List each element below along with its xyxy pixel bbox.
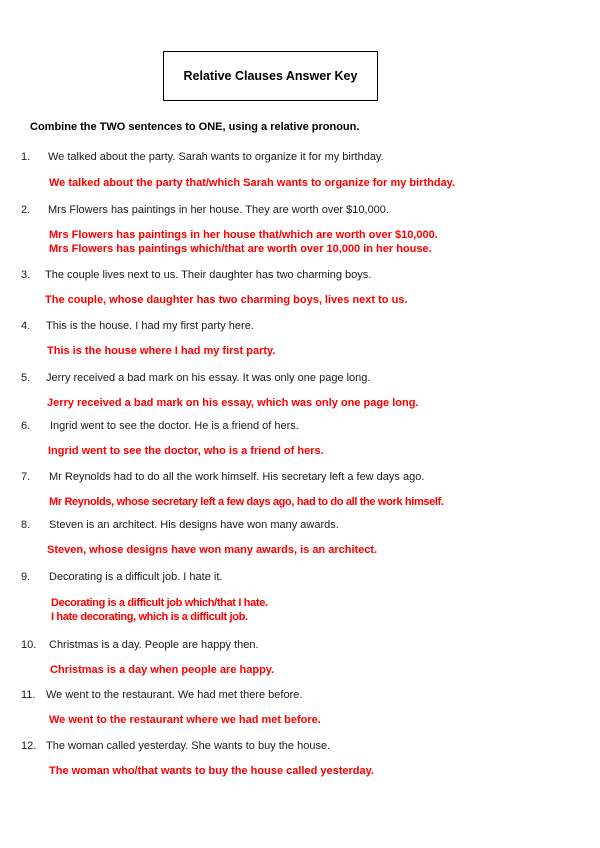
question-text: Ingrid went to see the doctor. He is a friend of hers. [50, 420, 299, 432]
answer-text: Mr Reynolds, whose secretary left a few days ago, had to do all the work himself. [49, 496, 444, 508]
answer-text: Jerry received a bad mark on his essay, which was only one page long. [47, 397, 419, 409]
answer-text: Ingrid went to see the doctor, who is a friend of hers. [48, 445, 324, 457]
answer-text: We went to the restaurant where we had met before. [49, 714, 321, 726]
item-number: 5. [21, 372, 31, 384]
question-text: The woman called yesterday. She wants to buy the house. [46, 740, 331, 752]
item-number: 6. [21, 420, 31, 432]
question-text: Christmas is a day. People are happy then. [49, 639, 259, 651]
item-number: 1. [21, 151, 31, 163]
item-number: 4. [21, 320, 31, 332]
item-number: 8. [21, 519, 31, 531]
answer-text: Mrs Flowers has paintings which/that are worth over 10,000 in her house. [49, 243, 432, 255]
question-text: We went to the restaurant. We had met there before. [46, 689, 303, 701]
question-text: Jerry received a bad mark on his essay. It was only one page long. [46, 372, 371, 384]
answer-text: Steven, whose designs have won many awards, is an architect. [47, 544, 378, 556]
question-text: Mr Reynolds had to do all the work himself. His secretary left a few days ago. [49, 471, 425, 483]
item-number: 2. [21, 204, 31, 216]
answer-text: This is the house where I had my first party. [47, 345, 276, 357]
item-number: 3. [21, 269, 31, 281]
answer-text: I hate decorating, which is a difficult job. [51, 611, 248, 623]
item-number: 11. [21, 689, 36, 701]
answer-text: Christmas is a day when people are happy. [50, 664, 275, 676]
question-text: This is the house. I had my first party here. [46, 320, 254, 332]
question-text: Mrs Flowers has paintings in her house. They are worth over $10,000. [48, 204, 389, 216]
answer-text: Decorating is a difficult job which/that I hate. [51, 597, 268, 609]
question-text: The couple lives next to us. Their daughter has two charming boys. [45, 269, 372, 281]
item-number: 7. [21, 471, 31, 483]
instruction: Combine the TWO sentences to ONE, using a relative pronoun. [30, 121, 360, 133]
item-number: 10. [21, 639, 37, 651]
item-number: 12. [21, 740, 37, 752]
answer-text: The couple, whose daughter has two charming boys, lives next to us. [45, 294, 408, 306]
question-text: Steven is an architect. His designs have won many awards. [49, 519, 339, 531]
question-text: Decorating is a difficult job. I hate it. [49, 571, 223, 583]
answer-text: We talked about the party that/which Sarah wants to organize for my birthday. [49, 177, 456, 189]
answer-text: The woman who/that wants to buy the house called yesterday. [49, 765, 374, 777]
question-text: We talked about the party. Sarah wants to organize it for my birthday. [48, 151, 384, 163]
answer-text: Mrs Flowers has paintings in her house that/which are worth over $10,000. [49, 229, 438, 241]
item-number: 9. [21, 571, 31, 583]
page-title: Relative Clauses Answer Key [163, 51, 378, 101]
